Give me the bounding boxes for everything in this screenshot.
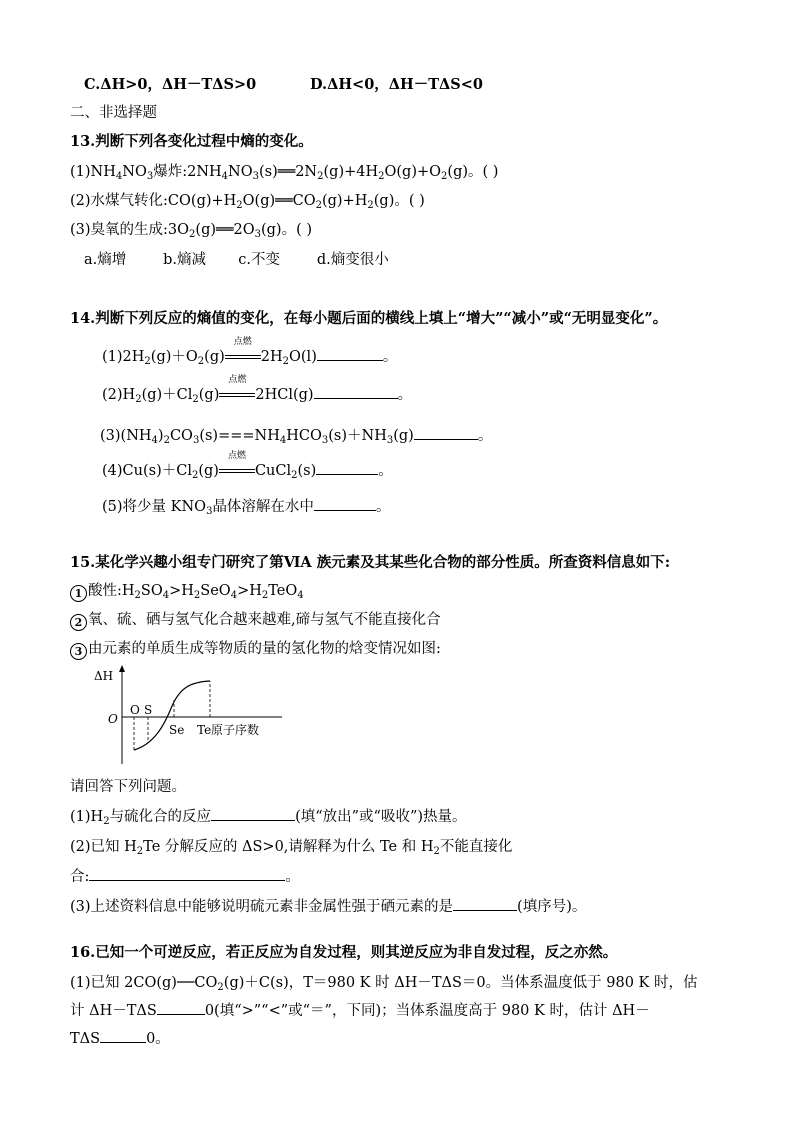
y-axis-arrow (119, 665, 125, 672)
circled-number: 1 (70, 585, 87, 602)
q13-stem: 13.判断下列各变化过程中熵的变化。 (70, 133, 313, 150)
q13-item-2: (2)水煤气转化$:CO(g)+H_2O(g)══CO_2(g)+H_2(g)$。( ) (70, 193, 425, 211)
q16-part-1-line-1: (1)已知 $2CO(g)──CO_2(g)+C(s)$，T＝980 K 时 ΔH－TΔS＝0。当体系温度低于 980 K 时，估 (70, 975, 698, 993)
q13-item-1: $(1)NH_4NO_3$爆炸$:2NH_4NO_3(s)══2N_2(g)+4H_2O(g)+O_2(g)$。( ) (70, 164, 499, 182)
condition-arrow: 点燃 (219, 386, 255, 404)
answer-blank (414, 427, 478, 440)
q13-item-3: (3)臭氧的生成$:3O_2(g)══2O_3(g)$。( ) (70, 222, 312, 240)
circled-number: 2 (70, 614, 87, 631)
q14-reaction-4: $(4)Cu(s)+Cl_2(g)$ 点燃 CuCl$_2$(s) 。 (102, 451, 393, 481)
enthalpy-graph (92, 664, 292, 768)
q14-reaction-5: (5)将少量 $KNO_3$晶体溶解在水中 。 (102, 499, 391, 517)
q12-option-c: C.ΔH>0，ΔH－TΔS>0 (84, 76, 257, 93)
q15-stem: 15.某化学兴趣小组专门研究了第ⅥA 族元素及其某些化合物的部分性质。所查资料信息如下: (70, 554, 671, 571)
condition-arrow: 点燃 (219, 462, 255, 480)
q15-part-2-cont: 合: 。 (70, 869, 300, 885)
q15-part-2: (2)已知 $H_2Te$ 分解反应的 ΔS>0,请解释为什么 Te 和 $H_2$不能直接化 (70, 839, 513, 857)
answer-blank (453, 898, 517, 911)
point-label-se: Se (169, 723, 185, 737)
condition-arrow: 点燃 (225, 348, 261, 366)
section-title: 二、非选择题 (70, 105, 157, 121)
answer-blank (314, 498, 376, 511)
q15-info-3: 3 由元素的单质生成等物质的量的氢化物的焓变情况如图: (70, 640, 441, 660)
q13-options: a.熵增 b.熵减 c.不变 d.熵变很小 (84, 252, 389, 268)
y-axis-label: ΔH (94, 669, 114, 683)
answer-blank (314, 386, 398, 399)
q16-part-1-line-2: 计 ΔH－TΔS 0(填“>”“<”或“＝”，下同)；当体系温度高于 980 K 时，估计 ΔH－ (70, 1003, 650, 1019)
q15-part-1: $(1)H_2$与硫化合的反应 (填“放出”或“吸收”)热量。 (70, 809, 467, 827)
circled-number: 3 (70, 643, 87, 660)
q14-reaction-1: $(1)2H_2(g)+O_2(g)$ 点燃 $2H_2O(l)$ 。 (102, 337, 398, 367)
origin-label: O (108, 712, 118, 726)
q12-option-d: D.ΔH<0，ΔH－TΔS<0 (310, 76, 483, 93)
q15-part-3: (3)上述资料信息中能够说明硫元素非金属性强于硒元素的是 (填序号)。 (70, 899, 587, 915)
q14-reaction-3: $(3)(NH_4)_2CO_3(s)===NH_4HCO_3(s)+NH_3(g)$ 。 (100, 428, 493, 446)
answer-blank (157, 1002, 205, 1015)
q16-part-1-line-3: TΔS 0。 (70, 1031, 170, 1047)
answer-blank (211, 808, 295, 821)
answer-blank (317, 348, 383, 361)
q16-stem: 16.已知一个可逆反应，若正反应为自发过程，则其逆反应为非自发过程，反之亦然。 (70, 944, 618, 961)
x-axis-label: 原子序数 (211, 723, 260, 737)
answer-blank (316, 462, 378, 475)
q15-info-2: 2 氧、硫、硒与氢气化合越来越难,碲与氢气不能直接化合 (70, 611, 441, 631)
q15-ask: 请回答下列问题。 (70, 779, 186, 795)
answer-blank (100, 1030, 146, 1043)
answer-blank (89, 868, 285, 881)
q14-reaction-2: $(2)H_2(g)+Cl_2(g)$ 点燃 2HCl(g) 。 (102, 375, 413, 405)
point-label-te: Te (197, 723, 212, 737)
q15-info-1: 1 酸性$:H_2SO_4>H_2SeO_4>H_2TeO_4$ (70, 582, 304, 602)
point-label-s: S (144, 703, 153, 717)
point-label-o: O (130, 703, 140, 717)
q14-stem: 14.判断下列反应的熵值的变化，在每小题后面的横线上填上“增大”“减小”或“无明显变化”。 (70, 310, 668, 327)
